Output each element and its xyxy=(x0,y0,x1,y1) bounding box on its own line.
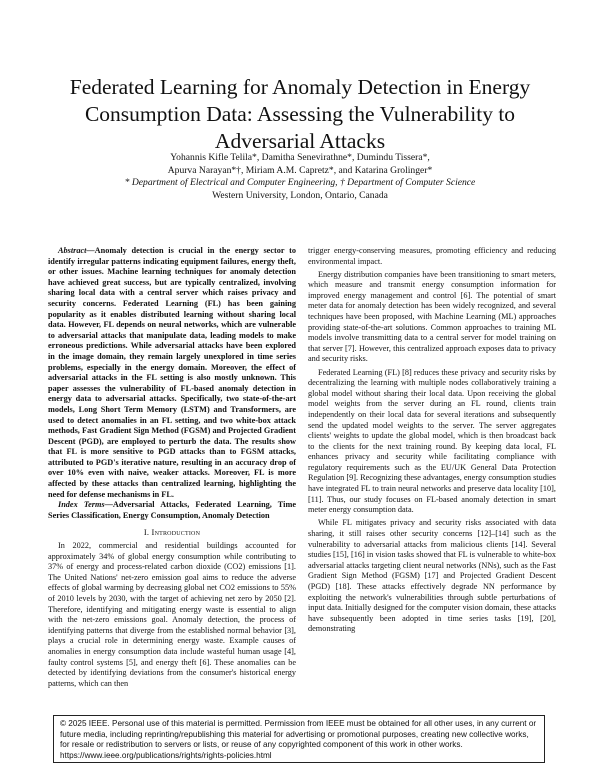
copyright-notice: © 2025 IEEE. Personal use of this material is permitted. Permission from IEEE must be obtained for all other uses, in any current or future media, including reprinting/republishing this material for advertising or promotional purposes, creating new collective works, for resale or redistribution to servers or lists, or reuse of any copyrighted component of this work in other works. https://www.ieee.org/publications/rights/rights-policies.html xyxy=(53,715,545,763)
paper-title: Federated Learning for Anomaly Detection in Energy Consumption Data: Assessing the Vulnerability to Adversarial Attacks xyxy=(69,75,531,154)
abstract xyxy=(48,246,296,500)
intro-paragraph-1: In 2022, commercial and residential buildings accounted for approximately 34% of global energy consumption while contributing to 37% of energy and process-related carbon dioxide (CO2) emissions [1]. The United Nations' net-zero emission goal aims to reduce the adverse effects of global warming by decreasing global net CO2 emissions to 55% of 2010 levels by 2030, with the target of achieving net zero by 2050 [2]. Therefore, identifying and mitigating energy waste is essential to align with the net-zero emissions goal. Anomaly detection, the process of identifying patterns that diverge from the established normal behavior [3], plays a crucial role in determining energy waste. Example causes of anomalies in energy consumption data include wasteful human usage [4], faulty control systems [5], and energy theft [6]. These anomalies can be detected by identifying deviations from the consumer's historical energy patterns, which can then xyxy=(48,541,296,688)
right-column xyxy=(308,246,556,637)
right-paragraph-1: Energy distribution companies have been transitioning to smart meters, which measure and transmit energy consumption information for improved energy management and control [6]. The potential of smart meter data for anomaly detection has been widely recognized, and several techniques have been proposed, with Machine Learning (ML) approaches providing state-of-the-art solutions. Common approaches to training ML models involve transmitting data to a central server for model training on that server [7]. However, this centralized approach exposes data to privacy and security risks. xyxy=(308,269,556,364)
index-terms-label: Index Terms xyxy=(58,500,105,510)
institution: Western University, London, Ontario, Canada xyxy=(212,189,388,201)
affiliation: * Department of Electrical and Computer Engineering, † Department of Computer Science xyxy=(124,177,476,189)
abstract-label: Abstract— xyxy=(58,246,95,255)
right-paragraph-3: While FL mitigates privacy and security risks associated with data sharing, it still raises other security concerns [12]–[14] such as the vulnerability to adversarial attacks from malicious clients [14]. Several studies [15], [16] in vision tasks showed that FL is vulnerable to white-box adversarial attacks targeting client neural networks (NNs), such as the Fast Gradient Sign Method (FGSM) [17] and Projected Gradient Descent (PGD) [18]. These attacks effectively degrade NN performance by exploiting the network's vulnerabilities through subtle perturbations of input data. Initially designed for the computer vision domain, these attacks have subsequently been adopted in time series tasks [19], [20], demonstrating xyxy=(308,518,556,634)
left-column xyxy=(48,246,296,689)
index-terms xyxy=(48,500,296,521)
author-line-1: Yohannis Kifle Telila*, Damitha Senevirathne*, Dumindu Tissera*, xyxy=(170,152,430,163)
section-heading-introduction: I. Introduction xyxy=(143,527,201,538)
right-paragraph-2: Federated Learning (FL) [8] reduces these privacy and security risks by decentralizing the learning with multiple nodes collaboratively training a global model without sharing their local data. Upon receiving the global model weights from the server during an FL round, clients train independently on their local data for several iterations and subsequently send the updated model weights to the server. The server aggregates clients' weights to update the global model, which is then broadcast back to the clients for the next training round. By keeping data local, FL enhances privacy and security while facilitating compliance with regulatory requirements such as the EU/UK General Data Protection Regulation [9]. Recognizing these advantages, energy consumption studies have integrated FL to train neural networks and preserve data locality [10], [11]. Thus, our study focuses on FL-based anomaly detection in smart meter energy consumption data. xyxy=(308,367,556,515)
author-line-2: Apurva Narayan*†, Miriam A.M. Capretz*, and Katarina Grolinger* xyxy=(167,164,433,176)
right-paragraph-0: trigger energy-conserving measures, promoting efficiency and reducing environmental impact. xyxy=(308,246,556,266)
abstract-text: Anomaly detection is crucial in the energy sector to identify irregular patterns indicating equipment failures, energy theft, or other issues. Machine learning techniques for anomaly detection have achieved great success, but are typically centralized, involving sharing local data with a central server which raises privacy and security concerns. Federated Learning (FL) has been gaining popularity as it enables distributed learning without sharing local data. However, FL depends on neural networks, which are vulnerable to adversarial attacks that manipulate data, leading models to make erroneous predictions. While adversarial attacks have been explored in the image domain, they remain largely unexplored in time series problems, especially in the energy domain. Moreover, the effect of adversarial attacks in the FL setting is also mostly unknown. This paper assesses the vulnerability of FL-based anomaly detection in energy data to adversarial attacks. Specifically, two state-of-the-art models, Long Short Term Memory (LSTM) and Transformers, are used to detect anomalies in an FL setting, and two white-box attack methods, Fast Gradient Sign Method (FGSM) and Projected Gradient Descent (PGD), are employed to perturb the data. The results show that FL is more sensitive to PGD attacks than to FGSM attacks, attributed to PGD's iterative nature, resulting in an accuracy drop of over 10% even with naive, weaker attacks. Moreover, FL is more affected by these attacks than centralized learning, highlighting the need for defense mechanisms in FL. xyxy=(48,246,296,499)
index-terms-text: —Adversarial Attacks, Federated Learning, Time Series Classification, Energy Consumption, Anomaly Detection xyxy=(48,500,296,520)
author-block xyxy=(40,152,560,202)
